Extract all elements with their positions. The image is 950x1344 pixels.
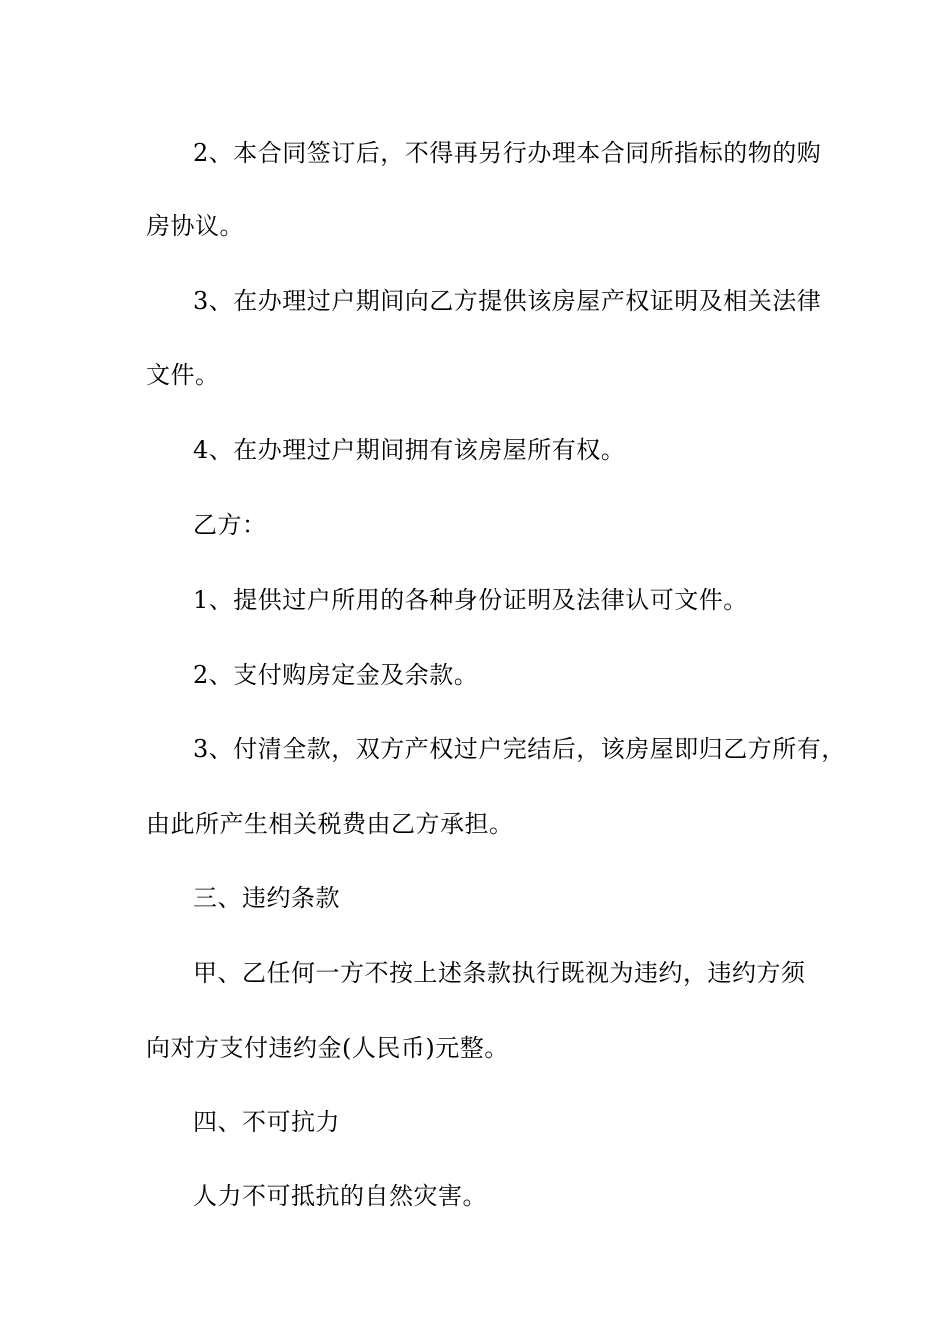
breach-clause-line-2: 向对方支付违约金(人民币)元整。 (146, 1034, 509, 1062)
party-b-heading: 乙方： (193, 511, 267, 539)
party-b-clause-3-line-2: 由此所产生相关税费由乙方承担。 (146, 810, 514, 838)
party-b-clause-3-line-1: 3、付清全款，双方产权过户完结后，该房屋即归乙方所有， (193, 735, 846, 763)
breach-clause-line-1: 甲、乙任何一方不按上述条款执行既视为违约，违约方须 (193, 959, 806, 987)
clause-3-line-1: 3、在办理过户期间向乙方提供该房屋产权证明及相关法律 (193, 287, 822, 315)
section-4-heading: 四、不可抗力 (193, 1108, 340, 1136)
section-3-heading: 三、违约条款 (193, 884, 340, 912)
clause-4-line: 4、在办理过户期间拥有该房屋所有权。 (193, 436, 626, 464)
force-majeure-text: 人力不可抵抗的自然灾害。 (193, 1182, 487, 1210)
party-b-clause-2: 2、支付购房定金及余款。 (193, 661, 479, 689)
clause-2-line-2: 房协议。 (146, 212, 244, 240)
clause-2-line-1: 2、本合同签订后，不得再另行办理本合同所指标的物的购 (193, 139, 822, 167)
clause-3-line-2: 文件。 (146, 361, 220, 389)
party-b-clause-1: 1、提供过户所用的各种身份证明及法律认可文件。 (193, 586, 748, 614)
